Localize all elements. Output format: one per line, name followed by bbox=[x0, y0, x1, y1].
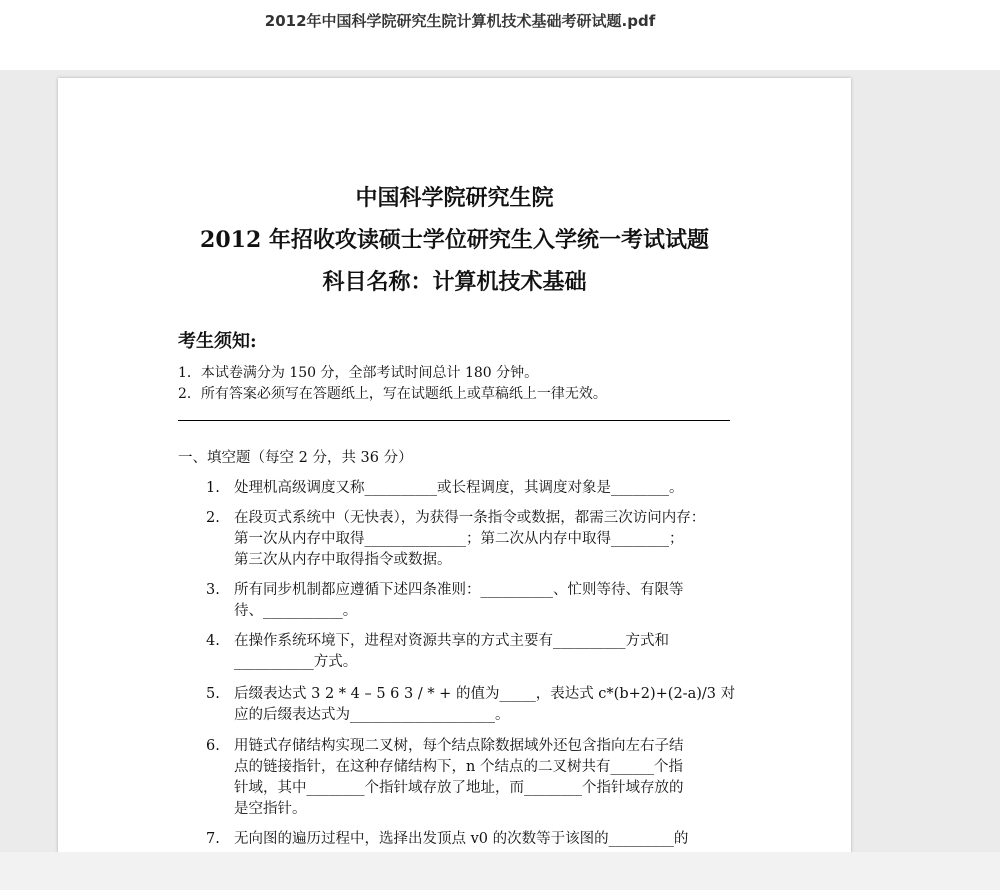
question-line: 所有同步机制都应遵循下述四条准则：__________、忙则等待、有限等 bbox=[234, 582, 684, 598]
viewer-toolbar bbox=[0, 0, 1000, 70]
question-line: 应的后缀表达式为____________________。 bbox=[234, 707, 510, 723]
exam-header-title: 2012 年招收攻读硕士学位研究生入学统一考试试题 bbox=[200, 227, 709, 253]
question-number: 3. bbox=[206, 582, 220, 598]
question-number: 5. bbox=[206, 686, 220, 702]
exam-header-institution: 中国科学院研究生院 bbox=[355, 185, 554, 211]
question-line: 待、___________。 bbox=[234, 603, 358, 619]
question-line: 点的链接指针，在这种存储结构下，n 个结点的二叉树共有______个指 bbox=[234, 759, 683, 775]
notice-item: 1．本试卷满分为 150 分，全部考试时间总计 180 分钟。 bbox=[178, 365, 539, 381]
question-line: 在段页式系统中（无快表），为获得一条指令或数据，都需三次访问内存： bbox=[234, 510, 706, 526]
viewer-bottom-bar bbox=[0, 852, 1000, 890]
divider bbox=[178, 420, 730, 421]
question-line: 第三次从内存中取得指令或数据。 bbox=[234, 552, 452, 568]
notice-item: 2．所有答案必须写在答题纸上，写在试题纸上或草稿纸上一律无效。 bbox=[178, 386, 607, 402]
question-line: 后缀表达式 3 2 * 4 – 5 6 3 / * + 的值为_____，表达式 c*(b+2)+(2-a)/3 对 bbox=[234, 686, 736, 702]
question-number: 2. bbox=[206, 510, 220, 526]
question-line: 第一次从内存中取得______________；第二次从内存中取得________； bbox=[234, 531, 684, 547]
question-line: 是空指针。 bbox=[234, 801, 307, 817]
exam-header-subject: 科目名称：计算机技术基础 bbox=[322, 269, 587, 295]
question-number: 7. bbox=[206, 831, 220, 847]
question-line: 无向图的遍历过程中，选择出发顶点 v0 的次数等于该图的_________的 bbox=[234, 831, 689, 847]
document-title: 2012年中国科学院研究生院计算机技术基础考研试题.pdf bbox=[264, 12, 656, 30]
section-title: 一、填空题（每空 2 分，共 36 分） bbox=[178, 450, 413, 466]
question-line: 用链式存储结构实现二叉树，每个结点除数据域外还包含指向左右子结 bbox=[234, 738, 684, 754]
question-line: ___________方式。 bbox=[234, 654, 358, 670]
question-number: 4. bbox=[206, 633, 220, 649]
question-number: 1. bbox=[206, 480, 220, 496]
question-number: 6. bbox=[206, 738, 220, 754]
question-line: 针域，其中________个指针域存放了地址，而________个指针域存放的 bbox=[234, 780, 684, 796]
pdf-page[interactable] bbox=[58, 78, 851, 878]
notice-title: 考生须知: bbox=[178, 331, 257, 352]
question-line: 在操作系统环境下，进程对资源共享的方式主要有__________方式和 bbox=[234, 633, 669, 649]
question-line: 处理机高级调度又称__________或长程调度，其调度对象是________。 bbox=[234, 480, 684, 496]
